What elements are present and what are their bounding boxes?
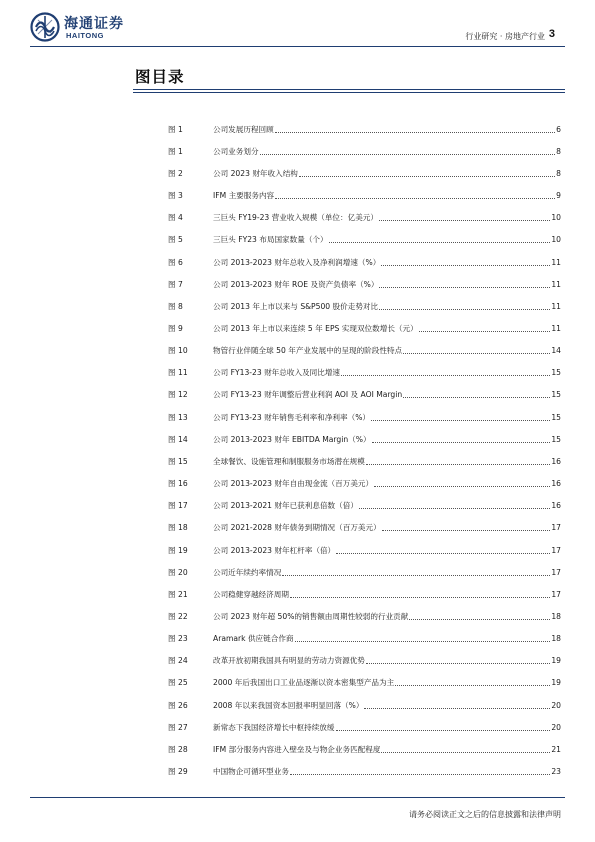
toc-dot-leader [403,353,550,354]
toc-dot-leader [403,397,550,398]
toc-dot-leader [371,420,550,421]
toc-entry-page-number[interactable]: 18 [551,634,561,644]
toc-dot-leader [336,730,551,731]
toc-entry[interactable] [168,583,561,605]
toc-entry-page-number[interactable]: 16 [551,456,561,466]
toc-entry-label: 图 1 [168,124,183,134]
toc-dot-leader [381,752,550,753]
toc-entry-label: 图 4 [168,213,183,223]
toc-dot-leader [372,442,551,443]
toc-entry[interactable] [168,473,561,495]
toc-entry[interactable] [168,517,561,539]
toc-entry[interactable] [168,229,561,251]
page-header [0,0,595,56]
toc-entry-page-number[interactable]: 16 [551,501,561,511]
toc-entry-page-number[interactable]: 17 [551,545,561,555]
toc-entry-label: 图 14 [168,434,188,444]
toc-entry-label: 图 3 [168,191,183,201]
toc-entry-label: 图 16 [168,479,188,489]
toc-entry[interactable] [168,340,561,362]
toc-dot-leader [381,265,550,266]
toc-entry-page-number[interactable]: 19 [551,656,561,666]
haitong-logo-icon [30,12,60,42]
toc-entry-title[interactable]: 物管行业伴随全球 50 年产业发展中的呈现的阶段性特点 [213,346,403,356]
toc-entry[interactable] [168,406,561,428]
toc-entry-title[interactable]: 公司 2021-2028 财年债务到期情况（百万美元） [213,523,381,533]
toc-entry[interactable] [168,694,561,716]
toc-dot-leader [341,375,550,376]
toc-entry-label: 图 6 [168,257,183,267]
toc-dot-leader [379,287,550,288]
toc-entry-title[interactable]: 公司 2013-2023 财年 EBITDA Margin（%） [213,434,371,444]
logo-english-text: HAITONG [66,31,104,40]
toc-dot-leader [379,220,550,221]
toc-entry-title[interactable]: 改革开放初期我国具有明显的劳动力资源优势 [213,656,365,666]
toc-entry-page-number[interactable]: 20 [551,700,561,710]
toc-dot-leader [282,575,550,576]
toc-entry-title[interactable]: 公司 2013-2023 财年 ROE 及资产负债率（%） [213,279,379,289]
toc-entry-page-number[interactable]: 14 [551,346,561,356]
toc-entry-page-number[interactable]: 17 [551,589,561,599]
toc-entry[interactable] [168,207,561,229]
toc-entry-page-number[interactable]: 8 [556,168,561,178]
toc-entry[interactable] [168,118,561,140]
toc-entry-label: 图 13 [168,412,188,422]
toc-entry[interactable] [168,162,561,184]
toc-dot-leader [329,242,551,243]
page-title: 图目录 [135,68,185,86]
title-divider [133,89,565,90]
logo-chinese-text: 海通证券 [64,16,124,32]
toc-entry-title[interactable]: 公司业务划分 [213,146,259,156]
toc-entry[interactable] [168,561,561,583]
toc-dot-leader [409,619,550,620]
toc-entry-page-number[interactable]: 6 [556,124,561,134]
toc-entry-page-number[interactable]: 18 [551,612,561,622]
toc-entry[interactable] [168,650,561,672]
toc-entry-label: 图 20 [168,567,188,577]
toc-dot-leader [299,176,555,177]
toc-entry[interactable] [168,140,561,162]
toc-entry[interactable] [168,716,561,738]
toc-entry[interactable] [168,672,561,694]
page-number: 3 [548,28,555,40]
toc-entry-label: 图 18 [168,523,188,533]
toc-dot-leader [295,641,551,642]
toc-entry-title[interactable]: 公司发展历程回顾 [213,124,274,134]
toc-entry-label: 图 23 [168,634,188,644]
toc-entry-label: 图 15 [168,456,188,466]
toc-entry[interactable] [168,495,561,517]
toc-entry-page-number[interactable]: 11 [551,279,561,289]
toc-entry[interactable] [168,605,561,627]
toc-entry-page-number[interactable]: 15 [551,434,561,444]
toc-dot-leader [382,530,551,531]
toc-entry-title[interactable]: IFM 主要服务内容 [213,191,275,201]
toc-entry-label: 图 22 [168,612,188,622]
toc-entry-title[interactable]: 公司 2013-2021 财年已获利息倍数（倍） [213,501,358,511]
toc-entry-label: 图 19 [168,545,188,555]
toc-entry-page-number[interactable]: 10 [551,235,561,245]
toc-dot-leader [395,685,550,686]
toc-dot-leader [290,597,550,598]
toc-dot-leader [336,553,550,554]
haitong-logo [30,12,140,48]
toc-entry[interactable] [168,362,561,384]
toc-dot-leader [366,663,550,664]
figure-table-of-contents [168,118,561,783]
toc-dot-leader [290,774,550,775]
toc-entry-label: 图 10 [168,346,188,356]
toc-entry-label: 图 28 [168,744,188,754]
toc-entry-page-number[interactable]: 19 [551,678,561,688]
toc-entry-page-number[interactable]: 17 [551,523,561,533]
toc-entry-label: 图 8 [168,301,183,311]
toc-entry[interactable] [168,628,561,650]
toc-entry-page-number[interactable]: 21 [551,744,561,754]
toc-entry[interactable] [168,738,561,760]
footer-divider [30,797,565,798]
toc-dot-leader [379,309,550,310]
toc-entry-page-number[interactable]: 11 [551,323,561,333]
toc-entry-page-number[interactable]: 8 [556,146,561,156]
toc-entry-label: 图 29 [168,767,188,777]
toc-entry-title[interactable]: 公司 2023 财年收入结构 [213,168,298,178]
toc-entry-label: 图 17 [168,501,188,511]
toc-entry-title[interactable]: 公司 2013-2023 财年杠杆率（倍） [213,545,336,555]
toc-dot-leader [366,464,550,465]
toc-dot-leader [419,331,551,332]
toc-entry[interactable] [168,273,561,295]
toc-entry-page-number[interactable]: 15 [551,390,561,400]
toc-entry-label: 图 27 [168,722,188,732]
toc-dot-leader [374,486,550,487]
toc-entry-title[interactable]: 中国物企可循环型业务 [213,767,289,777]
toc-entry-page-number[interactable]: 9 [556,191,561,201]
toc-entry-title[interactable]: 公司稳健穿越经济周期 [213,589,289,599]
toc-entry-label: 图 2 [168,168,183,178]
toc-entry[interactable] [168,295,561,317]
toc-dot-leader [364,708,550,709]
toc-entry[interactable] [168,251,561,273]
toc-dot-leader [359,508,550,509]
toc-entry-label: 图 21 [168,589,188,599]
toc-entry-label: 图 9 [168,323,183,333]
toc-entry-title[interactable]: 公司 FY13-23 财年调整后营业利润 AOI 及 AOI Margin [213,390,403,400]
toc-entry-title[interactable]: 公司 2013 年上市以来连续 5 年 EPS 实现双位数增长（元） [213,323,418,333]
toc-entry-label: 图 12 [168,390,188,400]
footer-disclaimer: 请务必阅读正文之后的信息披露和法律声明 [409,810,561,819]
toc-dot-leader [275,132,555,133]
toc-entry-title[interactable]: 公司 2023 财年超 50%的销售额由周期性较弱的行业贡献 [213,612,409,622]
header-divider [30,46,565,47]
toc-entry[interactable] [168,428,561,450]
toc-entry-page-number[interactable]: 20 [551,722,561,732]
toc-entry[interactable] [168,317,561,339]
toc-entry-title[interactable]: 公司 2013 年上市以来与 S&P500 股价走势对比 [213,301,379,311]
toc-entry-title[interactable]: 2008 年以来我国资本回报率明显回落（%） [213,700,364,710]
toc-entry-label: 图 24 [168,656,188,666]
toc-entry-label: 图 11 [168,368,188,378]
toc-entry-label: 图 1 [168,146,183,156]
toc-entry[interactable] [168,539,561,561]
toc-entry-label: 图 25 [168,678,188,688]
toc-entry-title[interactable]: 2000 年后我国出口工业品逐渐以资本密集型产品为主 [213,678,395,688]
toc-entry-page-number[interactable]: 11 [551,257,561,267]
toc-entry-label: 图 7 [168,279,183,289]
toc-entry-page-number[interactable]: 23 [551,767,561,777]
toc-entry-label: 图 26 [168,700,188,710]
toc-entry-title[interactable]: Aramark 供应链合作商 [213,634,294,644]
toc-entry-title[interactable]: 公司 FY13-23 财年总收入及同比增速 [213,368,341,378]
toc-dot-leader [260,154,556,155]
toc-entry-title[interactable]: 公司 FY13-23 财年销售毛利率和净利率（%） [213,412,371,422]
toc-entry[interactable] [168,184,561,206]
toc-entry-page-number[interactable]: 10 [551,213,561,223]
toc-entry[interactable] [168,450,561,472]
toc-entry-title[interactable]: 三巨头 FY23 布局国家数量（个） [213,235,328,245]
toc-entry-page-number[interactable]: 16 [551,479,561,489]
toc-entry-title[interactable]: IFM 部分服务内容进入壁垒及与物企业务匹配程度 [213,744,381,754]
toc-dot-leader [275,198,555,199]
toc-entry-page-number[interactable]: 17 [551,567,561,577]
toc-entry-page-number[interactable]: 11 [551,301,561,311]
toc-entry-label: 图 5 [168,235,183,245]
toc-entry-title[interactable]: 全球餐饮、设施管理和制服服务市场潜在规模 [213,456,365,466]
toc-entry-title[interactable]: 公司 2013-2023 财年自由现金流（百万美元） [213,479,374,489]
toc-entry[interactable] [168,761,561,783]
toc-entry-page-number[interactable]: 15 [551,368,561,378]
toc-entry-title[interactable]: 公司近年续约率情况 [213,567,282,577]
toc-entry-page-number[interactable]: 15 [551,412,561,422]
toc-entry-title[interactable]: 公司 2013-2023 财年总收入及净利润增速（%） [213,257,381,267]
toc-entry-title[interactable]: 新常态下我国经济增长中枢持续放缓 [213,722,335,732]
toc-entry[interactable] [168,384,561,406]
title-divider-thin [133,92,565,93]
header-section-label: 行业研究 · 房地产行业 [465,32,545,41]
toc-entry-title[interactable]: 三巨头 FY19-23 营业收入规模（单位：亿美元） [213,213,378,223]
